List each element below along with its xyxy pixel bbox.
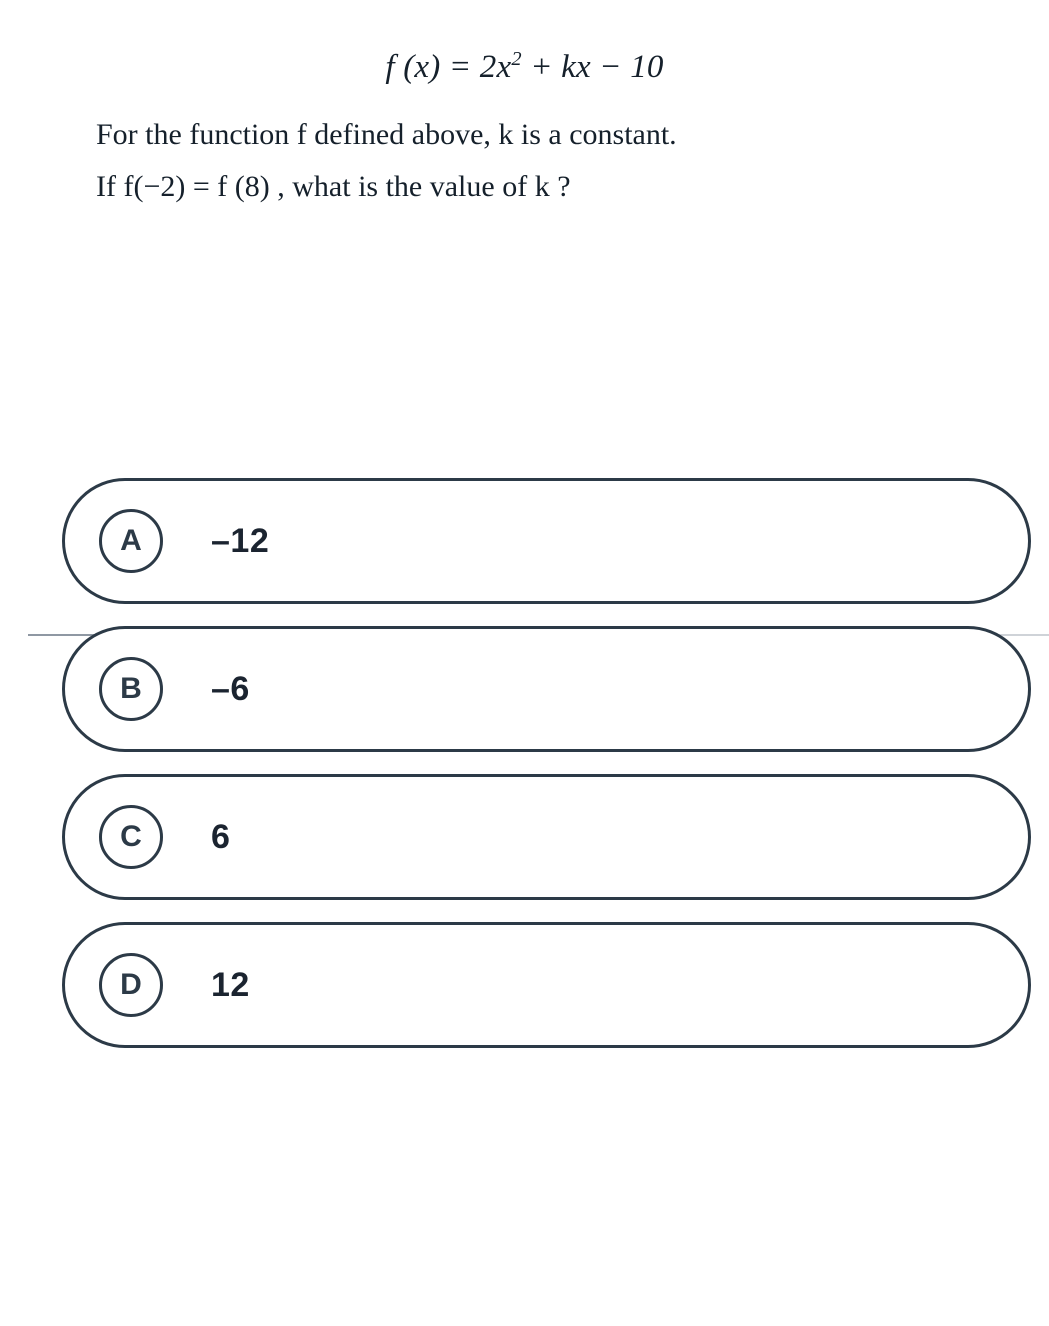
- formula-expression: [0, 48, 1049, 86]
- question-block: [0, 0, 1049, 209]
- choice-letter-a: A: [99, 509, 163, 573]
- answer-choices: [0, 478, 1049, 1070]
- formula-term1: 2x: [479, 49, 512, 85]
- answer-choice-d[interactable]: [62, 922, 1031, 1048]
- answer-choice-c[interactable]: [62, 774, 1031, 900]
- formula-rest: + kx − 10: [530, 49, 664, 85]
- formula-exponent: 2: [511, 48, 522, 70]
- answer-choice-b[interactable]: [62, 626, 1031, 752]
- formula-fx: f (x) =: [385, 49, 472, 85]
- choice-text-c: 6: [211, 817, 231, 856]
- choice-letter-c: C: [99, 805, 163, 869]
- choice-letter-b: B: [99, 657, 163, 721]
- choice-letter-d: D: [99, 953, 163, 1017]
- question-line-2: If f(−2) = f (8) , what is the value of k ?: [96, 169, 571, 203]
- choice-text-a: –12: [211, 521, 270, 560]
- choice-text-b: –6: [211, 669, 250, 708]
- answer-choice-a[interactable]: [62, 478, 1031, 604]
- question-line-1: For the function f defined above, k is a constant.: [96, 118, 677, 151]
- choice-text-d: 12: [211, 965, 250, 1004]
